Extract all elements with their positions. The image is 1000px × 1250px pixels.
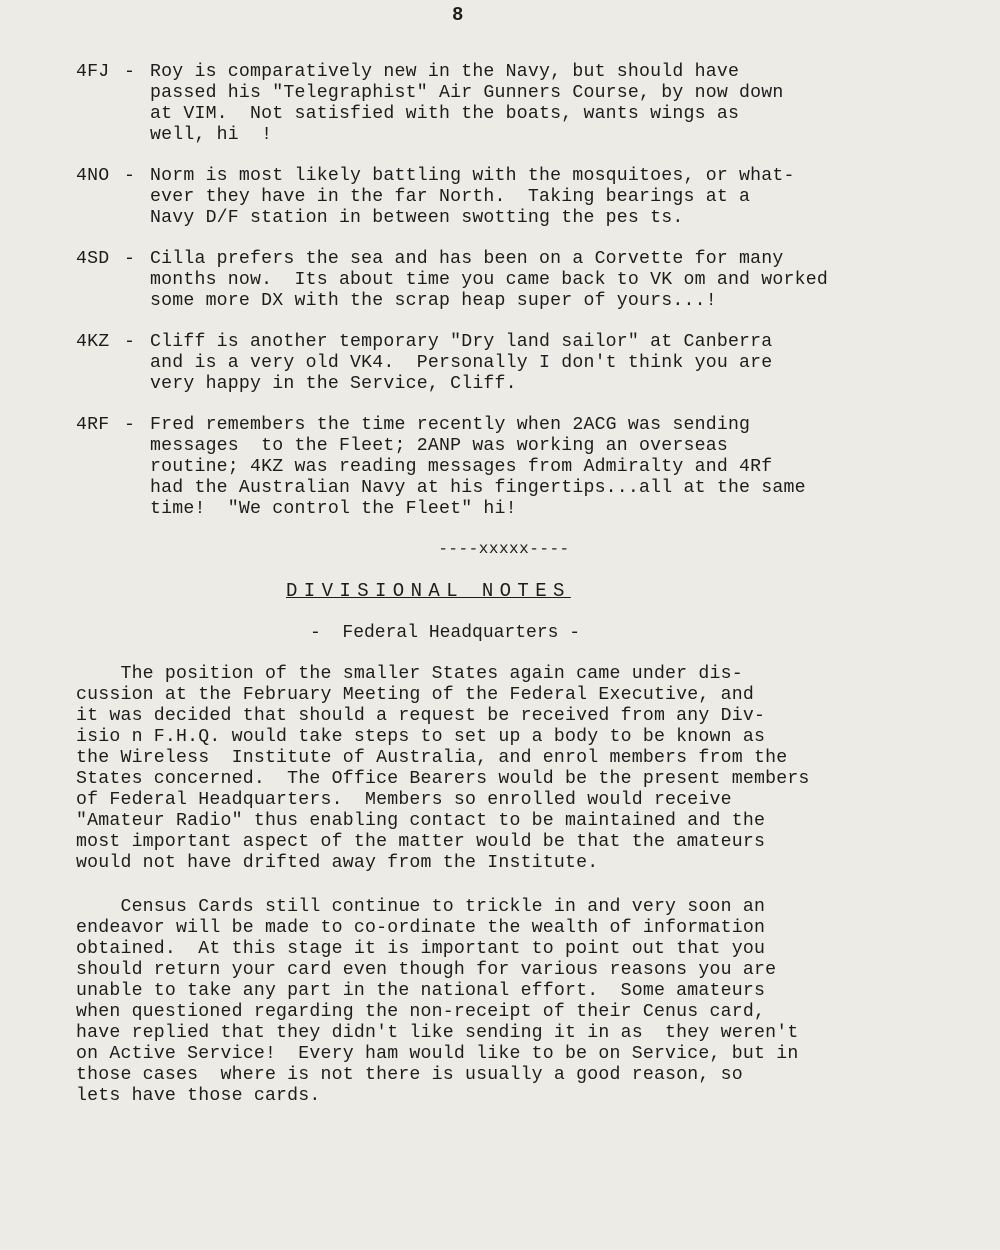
text-line: and is a very old VK4. Personally I don't think you are — [150, 353, 773, 373]
text-line: had the Australian Navy at his fingertips...all at the same — [150, 478, 806, 498]
text-line: it was decided that should a request be received from any Div- — [76, 706, 766, 726]
entry-dash: - — [124, 249, 136, 269]
text-line: Cilla prefers the sea and has been on a Corvette for many — [150, 249, 784, 269]
call-sign: 4RF — [76, 415, 110, 435]
text-line: have replied that they didn't like sending it in as they weren't — [76, 1023, 799, 1043]
member-entry — [76, 166, 936, 229]
member-entry — [76, 415, 936, 520]
entry-dash: - — [124, 62, 136, 82]
member-entry — [76, 332, 936, 395]
call-sign: 4SD — [76, 249, 110, 269]
text-line: cussion at the February Meeting of the Federal Executive, and — [76, 685, 754, 705]
text-line: lets have those cards. — [76, 1086, 321, 1106]
text-line: Fred remembers the time recently when 2ACG was sending — [150, 415, 751, 435]
text-line: at VIM. Not satisfied with the boats, wants wings as — [150, 104, 740, 124]
text-line: Census Cards still continue to trickle in and very soon an — [76, 897, 766, 917]
text-line: Cliff is another temporary "Dry land sailor" at Canberra — [150, 332, 773, 352]
text-line: The position of the smaller States again came under dis- — [76, 664, 743, 684]
entry-dash: - — [124, 332, 136, 352]
entry-dash: - — [124, 415, 136, 435]
text-line: most important aspect of the matter would be that the amateurs — [76, 832, 766, 852]
text-line: unable to take any part in the national effort. Some amateurs — [76, 981, 766, 1001]
text-line: Roy is comparatively new in the Navy, but should have — [150, 62, 740, 82]
text-line: on Active Service! Every ham would like to be on Service, but in — [76, 1044, 799, 1064]
text-line: of Federal Headquarters. Members so enrolled would receive — [76, 790, 732, 810]
section-subtitle: - Federal Headquarters - — [310, 623, 581, 643]
text-line: ever they have in the far North. Taking bearings at a — [150, 187, 751, 207]
text-line: months now. Its about time you came back to VK om and worked — [150, 270, 828, 290]
text-line: Norm is most likely battling with the mosquitoes, or what- — [150, 166, 795, 186]
text-line: the Wireless Institute of Australia, and enrol members from the — [76, 748, 788, 768]
text-line: messages to the Fleet; 2ANP was working an overseas — [150, 436, 728, 456]
call-sign: 4FJ — [76, 62, 110, 82]
text-line: endeavor will be made to co-ordinate the wealth of information — [76, 918, 766, 938]
text-line: passed his "Telegraphist" Air Gunners Course, by now down — [150, 83, 784, 103]
text-line: isio n F.H.Q. would take steps to set up a body to be known as — [76, 727, 766, 747]
entry-text — [150, 249, 936, 312]
paragraph — [76, 664, 976, 874]
member-entries — [76, 62, 936, 540]
member-entry — [76, 249, 936, 312]
entry-text — [150, 166, 936, 229]
text-line: "Amateur Radio" thus enabling contact to be maintained and the — [76, 811, 766, 831]
text-line: States concerned. The Office Bearers would be the present members — [76, 769, 810, 789]
text-line: time! "We control the Fleet" hi! — [150, 499, 517, 519]
text-line: routine; 4KZ was reading messages from Admiralty and 4Rf — [150, 457, 773, 477]
entry-text — [150, 62, 936, 146]
entry-text — [150, 415, 936, 520]
member-entry — [76, 62, 936, 146]
text-line: Navy D/F station in between swotting the pes ts. — [150, 208, 684, 228]
page-number: 8 — [452, 4, 464, 26]
text-line: should return your card even though for various reasons you are — [76, 960, 777, 980]
text-line: some more DX with the scrap heap super of yours...! — [150, 291, 717, 311]
entry-dash: - — [124, 166, 136, 186]
text-line: those cases where is not there is usually a good reason, so — [76, 1065, 743, 1085]
call-sign: 4KZ — [76, 332, 110, 352]
call-sign: 4NO — [76, 166, 110, 186]
section-title: DIVISIONAL NOTES — [286, 580, 571, 602]
text-line: obtained. At this stage it is important to point out that you — [76, 939, 766, 959]
text-line: well, hi ! — [150, 125, 273, 145]
text-line: would not have drifted away from the Institute. — [76, 853, 599, 873]
text-line: very happy in the Service, Cliff. — [150, 374, 517, 394]
text-line: when questioned regarding the non-receipt of their Cenus card, — [76, 1002, 766, 1022]
paragraph — [76, 897, 976, 1107]
entry-text — [150, 332, 936, 395]
section-separator: ----xxxxx---- — [438, 540, 570, 558]
